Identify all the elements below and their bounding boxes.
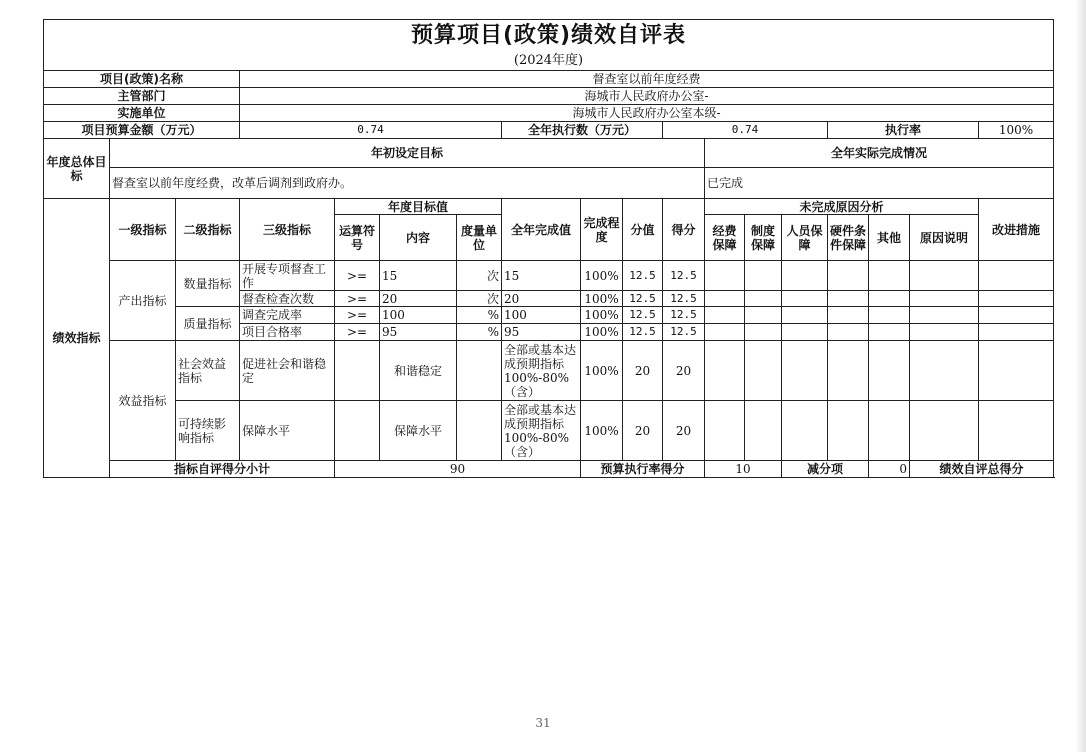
header-reason-hardware: 硬件条件保障 xyxy=(828,215,869,261)
indicator-value: 95 xyxy=(502,324,581,341)
indicator-score: 20 xyxy=(663,401,705,461)
indicator-l3: 保障水平 xyxy=(240,401,335,461)
indicator-op xyxy=(335,401,380,461)
indicator-weight: 12.5 xyxy=(623,307,663,324)
category-output: 产出指标 xyxy=(110,261,176,341)
subtotal-label: 指标自评得分小计 xyxy=(110,461,335,478)
indicator-weight: 20 xyxy=(623,341,663,401)
budget-label: 项目预算金额（万元） xyxy=(44,122,240,139)
impl-value: 海城市人民政府办公室本级- xyxy=(240,105,1054,122)
indicator-content: 20 xyxy=(380,291,457,307)
indicator-score: 12.5 xyxy=(663,307,705,324)
total-label: 绩效自评总得分 xyxy=(910,461,1054,478)
indicator-score: 12.5 xyxy=(663,261,705,291)
indicator-content: 15 xyxy=(380,261,457,291)
indicator-content: 100 xyxy=(380,307,457,324)
indicator-op xyxy=(335,341,380,401)
header-completion: 完成程度 xyxy=(581,199,623,261)
impl-label: 实施单位 xyxy=(44,105,240,122)
indicator-weight: 12.5 xyxy=(623,261,663,291)
indicator-l3: 调查完成率 xyxy=(240,307,335,324)
indicator-degree: 100% xyxy=(581,401,623,461)
header-level1: 一级指标 xyxy=(110,199,176,261)
actual-goal-text: 已完成 xyxy=(705,168,1054,199)
indicator-value: 20 xyxy=(502,291,581,307)
header-reason-staff: 人员保障 xyxy=(782,215,828,261)
page-title: 预算项目(政策)绩效自评表 xyxy=(44,20,1054,53)
header-level2: 二级指标 xyxy=(176,199,240,261)
indicator-unit xyxy=(457,341,502,401)
indicator-score: 12.5 xyxy=(663,291,705,307)
indicator-l3: 项目合格率 xyxy=(240,324,335,341)
indicator-unit: 次 xyxy=(457,261,502,291)
header-content: 内容 xyxy=(380,215,457,261)
category-sustain: 可持续影响指标 xyxy=(176,401,240,461)
indicator-content: 95 xyxy=(380,324,457,341)
page-edge-shadow xyxy=(1076,0,1086,752)
budget-score-value: 10 xyxy=(705,461,782,478)
evaluation-sheet xyxy=(43,19,1053,478)
indicator-weight: 12.5 xyxy=(623,324,663,341)
category-quality: 质量指标 xyxy=(176,307,240,341)
dept-value: 海城市人民政府办公室- xyxy=(240,88,1054,105)
indicator-op: >= xyxy=(335,324,380,341)
indicator-degree: 100% xyxy=(581,291,623,307)
indicator-degree: 100% xyxy=(581,341,623,401)
indicator-degree: 100% xyxy=(581,307,623,324)
budget-score-label: 预算执行率得分 xyxy=(581,461,705,478)
indicator-unit: % xyxy=(457,307,502,324)
indicator-degree: 100% xyxy=(581,261,623,291)
indicator-content: 保障水平 xyxy=(380,401,457,461)
header-score: 得分 xyxy=(663,199,705,261)
page-number: 31 xyxy=(535,716,551,730)
header-level3: 三级指标 xyxy=(240,199,335,261)
executed-label: 全年执行数（万元） xyxy=(502,122,663,139)
header-reason-other: 其他 xyxy=(869,215,910,261)
category-social: 社会效益指标 xyxy=(176,341,240,401)
category-benefit: 效益指标 xyxy=(110,341,176,461)
goal-section-label: 年度总体目标 xyxy=(44,139,110,199)
header-annual-value: 全年完成值 xyxy=(502,199,581,261)
header-unit: 度量单位 xyxy=(457,215,502,261)
budget-value: 0.74 xyxy=(240,122,502,139)
indicator-content: 和谐稳定 xyxy=(380,341,457,401)
indicator-value: 15 xyxy=(502,261,581,291)
indicator-op: >= xyxy=(335,291,380,307)
indicator-weight: 20 xyxy=(623,401,663,461)
indicator-unit xyxy=(457,401,502,461)
executed-value: 0.74 xyxy=(663,122,828,139)
perf-section-label: 绩效指标 xyxy=(44,199,110,478)
header-target-group: 年度目标值 xyxy=(335,199,502,215)
indicator-value: 100 xyxy=(502,307,581,324)
initial-goal-text: 督查室以前年度经费，改革后调剂到政府办。 xyxy=(110,168,705,199)
rate-label: 执行率 xyxy=(828,122,979,139)
category-quantity: 数量指标 xyxy=(176,261,240,307)
initial-goal-label: 年初设定目标 xyxy=(110,139,705,168)
indicator-l3: 促进社会和谐稳定 xyxy=(240,341,335,401)
indicator-value: 全部或基本达成预期指标100%-80%（含） xyxy=(502,401,581,461)
evaluation-table xyxy=(43,19,1054,478)
dept-label: 主管部门 xyxy=(44,88,240,105)
project-name: 督查室以前年度经费 xyxy=(240,71,1054,88)
indicator-degree: 100% xyxy=(581,324,623,341)
header-reason-group: 未完成原因分析 xyxy=(705,199,979,215)
indicator-score: 12.5 xyxy=(663,324,705,341)
deduct-value: 0 xyxy=(869,461,910,478)
header-reason-note: 原因说明 xyxy=(910,215,979,261)
actual-goal-label: 全年实际完成情况 xyxy=(705,139,1054,168)
indicator-value: 全部或基本达成预期指标100%-80%（含） xyxy=(502,341,581,401)
indicator-unit: 次 xyxy=(457,291,502,307)
header-weight: 分值 xyxy=(623,199,663,261)
indicator-l3: 督查检查次数 xyxy=(240,291,335,307)
page-subtitle: (2024年度) xyxy=(44,52,1054,71)
header-improve: 改进措施 xyxy=(979,199,1054,261)
indicator-l3: 开展专项督查工作 xyxy=(240,261,335,291)
header-reason-system: 制度保障 xyxy=(745,215,782,261)
indicator-op: >= xyxy=(335,307,380,324)
indicator-op: >= xyxy=(335,261,380,291)
indicator-unit: % xyxy=(457,324,502,341)
deduct-label: 减分项 xyxy=(782,461,869,478)
rate-value: 100% xyxy=(979,122,1054,139)
header-op: 运算符号 xyxy=(335,215,380,261)
project-name-label: 项目(政策)名称 xyxy=(44,71,240,88)
subtotal-value: 90 xyxy=(335,461,581,478)
header-reason-funding: 经费保障 xyxy=(705,215,745,261)
indicator-weight: 12.5 xyxy=(623,291,663,307)
indicator-score: 20 xyxy=(663,341,705,401)
